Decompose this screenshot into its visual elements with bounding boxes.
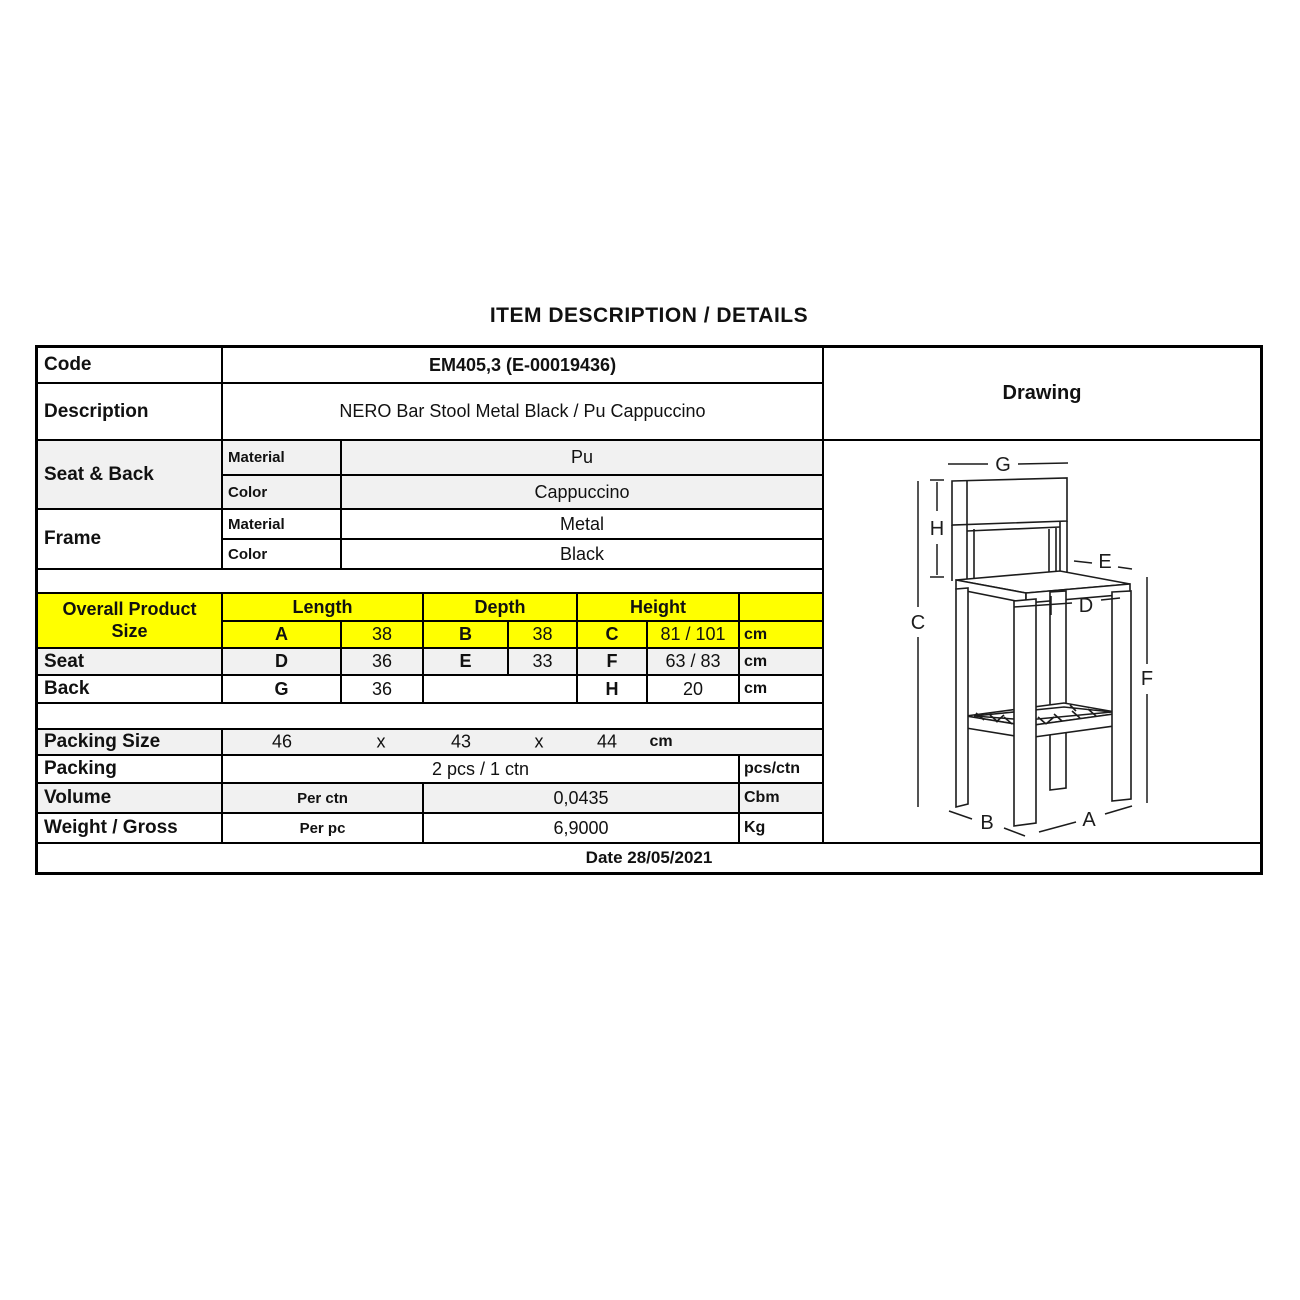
separator-row <box>38 704 822 728</box>
item-details-table <box>35 345 1263 875</box>
volume-label: Volume <box>38 784 221 812</box>
packing-size-dimensions <box>223 730 822 754</box>
dim-label-e: E <box>1098 551 1112 573</box>
frame-label: Frame <box>38 510 221 568</box>
stool-leg-far <box>1050 591 1066 790</box>
seat-back-color-label: Color <box>223 476 340 508</box>
frame-material-value: Metal <box>342 510 822 538</box>
dim-label-b: B <box>980 812 994 834</box>
packing-dim-1: 46 <box>271 731 293 752</box>
dim-label-a: A <box>1082 809 1096 831</box>
stool-leg-right <box>1112 591 1131 801</box>
size-col-height: Height <box>578 594 738 620</box>
seat-d-value: 36 <box>342 649 422 674</box>
drawing-area <box>824 441 1260 842</box>
dim-label-c: C <box>910 612 926 634</box>
size-col-unit-empty <box>740 594 822 620</box>
packing-size-label: Packing Size <box>38 730 221 754</box>
seat-row-label: Seat <box>38 649 221 674</box>
packing-size-value <box>223 730 822 754</box>
packing-label: Packing <box>38 756 221 782</box>
overall-size-label-line2: Size <box>111 620 148 641</box>
packing-dim-2: 43 <box>450 731 472 752</box>
volume-unit: Cbm <box>740 784 822 812</box>
dim-label-f: F <box>1140 668 1154 690</box>
back-unit: cm <box>740 676 822 702</box>
overall-size-label-line1: Overall Product <box>62 598 197 619</box>
frame-color-label: Color <box>223 540 340 568</box>
stool-leg-left <box>956 588 968 807</box>
packing-size-unit: cm <box>649 733 673 750</box>
packing-dim-3: 44 <box>596 731 618 752</box>
packing-unit: pcs/ctn <box>740 756 822 782</box>
seat-f-key: F <box>578 649 646 674</box>
back-row-label: Back <box>38 676 221 702</box>
weight-unit: Kg <box>740 814 822 842</box>
overall-c-value: 81 / 101 <box>648 622 738 647</box>
dim-label-d: D <box>1078 595 1094 617</box>
overall-b-value: 38 <box>509 622 576 647</box>
drawing-header: Drawing <box>824 348 1260 439</box>
code-value: EM405,3 (E-00019436) <box>223 348 822 382</box>
description-value: NERO Bar Stool Metal Black / Pu Cappuccino <box>223 384 822 439</box>
code-label: Code <box>38 348 221 382</box>
page-title: ITEM DESCRIPTION / DETAILS <box>489 304 809 327</box>
packing-sep-1: x <box>376 731 386 752</box>
overall-b-key: B <box>424 622 507 647</box>
seat-d-key: D <box>223 649 340 674</box>
stool-leg-near <box>1014 599 1036 826</box>
seat-back-color-value: Cappuccino <box>342 476 822 508</box>
seat-f-value: 63 / 83 <box>648 649 738 674</box>
back-depth-empty <box>424 676 576 702</box>
separator-row <box>38 570 822 592</box>
frame-color-value: Black <box>342 540 822 568</box>
size-col-length: Length <box>223 594 422 620</box>
seat-e-value: 33 <box>509 649 576 674</box>
packing-sep-2: x <box>534 731 544 752</box>
weight-value: 6,9000 <box>424 814 738 842</box>
description-label: Description <box>38 384 221 439</box>
overall-a-key: A <box>223 622 340 647</box>
date-row: Date 28/05/2021 <box>38 844 1260 872</box>
seat-unit: cm <box>740 649 822 674</box>
back-h-key: H <box>578 676 646 702</box>
dim-label-g: G <box>995 454 1011 476</box>
overall-size-label <box>38 594 221 647</box>
size-col-depth: Depth <box>424 594 576 620</box>
seat-back-material-value: Pu <box>342 441 822 474</box>
back-g-key: G <box>223 676 340 702</box>
overall-unit: cm <box>740 622 822 647</box>
back-g-value: 36 <box>342 676 422 702</box>
volume-value: 0,0435 <box>424 784 738 812</box>
frame-material-label: Material <box>223 510 340 538</box>
seat-back-label: Seat & Back <box>38 441 221 508</box>
dim-label-h: H <box>929 518 945 540</box>
seat-e-key: E <box>424 649 507 674</box>
seat-back-material-label: Material <box>223 441 340 474</box>
volume-basis: Per ctn <box>223 784 422 812</box>
weight-label: Weight / Gross <box>38 814 221 842</box>
back-h-value: 20 <box>648 676 738 702</box>
weight-basis: Per pc <box>223 814 422 842</box>
bar-stool-drawing <box>824 441 1260 842</box>
backrest-panel <box>952 478 1067 525</box>
overall-c-key: C <box>578 622 646 647</box>
packing-value: 2 pcs / 1 ctn <box>223 756 738 782</box>
overall-a-value: 38 <box>342 622 422 647</box>
